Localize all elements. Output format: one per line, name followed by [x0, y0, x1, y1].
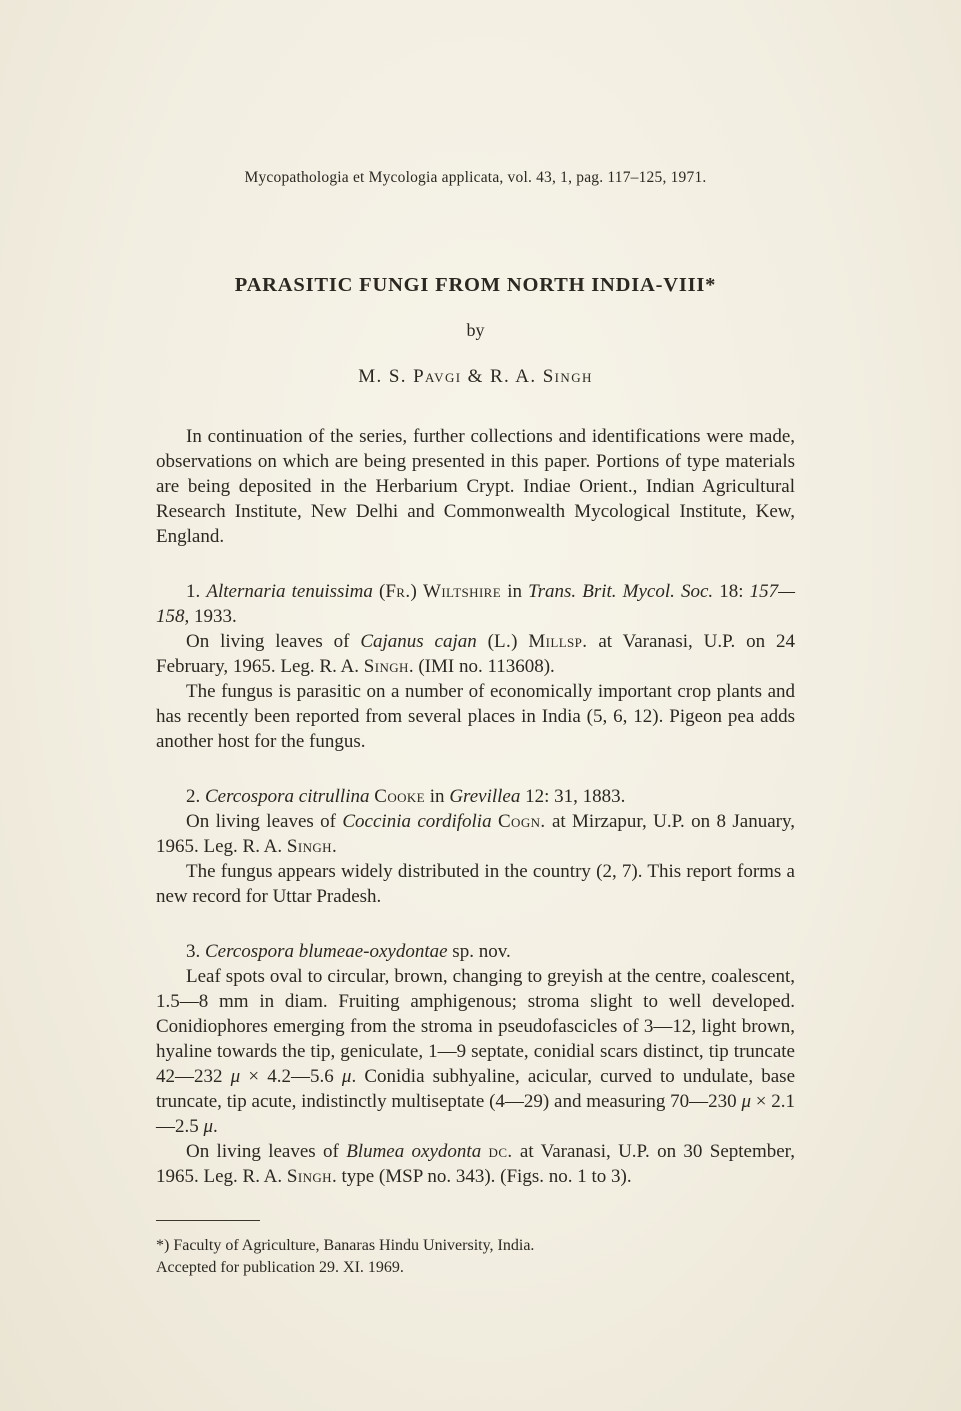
section-1-heading: 1. Alternaria tenuissima (Fr.) Wiltshire in Trans. Brit. Mycol. Soc. 18: 157—158, 1933. [156, 581, 796, 627]
footnote-rule [156, 1220, 260, 1221]
authors: M. S. Pavgi & R. A. Singh [358, 366, 593, 387]
section-2-collection: On living leaves of Coccinia cordifolia Cogn. at Mirzapur, U.P. on 8 January, 1965. Leg. R. A. Singh. [156, 811, 796, 857]
section-2-note: The fungus appears widely distributed in the country (2, 7). This report forms a new record for Uttar Pradesh. [156, 861, 795, 907]
section-3 [156, 939, 795, 1189]
journal-header: Mycopathologia et Mycologia applicata, vol. 43, 1, pag. 117–125, 1971. [244, 169, 707, 186]
section-2-heading: 2. Cercospora citrullina Cooke in Grevillea 12: 31, 1883. [186, 786, 626, 807]
intro-paragraph: In continuation of the series, further collections and identifications were made, observations on which are being presented in this paper. Portions of type materials are being deposited in the Herbarium Crypt. Indiae Orient., Indian Agricultural Research Institute, New Delhi and Commonwealth Mycological Institute, Kew, England. [156, 426, 795, 547]
footnote-line-2: Accepted for publication 29. XI. 1969. [156, 1259, 404, 1276]
section-2 [156, 784, 795, 909]
section-1 [156, 579, 795, 754]
section-3-description: Leaf spots oval to circular, brown, changing to greyish at the centre, coalescent, 1.5—8 mm in diam. Fruiting amphigenous; stroma slight to well developed. Conidiophores emerging from the stroma in pseudofascicles of 3—12, light brown, hyaline towards the tip, geniculate, 1—9 septate, conidial scars distinct, tip truncate 42—232 μ × 4.2—5.6 μ. Conidia subhyaline, acicular, curved to undulate, base truncate, tip acute, indistinctly multiseptate (4—29) and measuring 70—230 μ × 2.1—2.5 μ. [156, 966, 796, 1137]
section-1-collection: On living leaves of Cajanus cajan (L.) Millsp. at Varanasi, U.P. on 24 February, 1965. Leg. R. A. Singh. (IMI no. 113608). [156, 631, 796, 677]
footnote [156, 1220, 795, 1279]
footnote-line-1: *) Faculty of Agriculture, Banaras Hindu University, India. [156, 1237, 535, 1254]
byline: by [466, 320, 485, 340]
paper-title: PARASITIC FUNGI FROM NORTH INDIA-VIII* [234, 274, 717, 296]
section-3-collection: On living leaves of Blumea oxydonta dc. at Varanasi, U.P. on 30 September, 1965. Leg. R. A. Singh. type (MSP no. 343). (Figs. no. 1 to 3). [156, 1141, 796, 1187]
section-3-heading: 3. Cercospora blumeae-oxydontae sp. nov. [186, 941, 511, 962]
section-1-note: The fungus is parasitic on a number of economically important crop plants and has recently been reported from several places in India (5, 6, 12). Pigeon pea adds another host for the fungus. [156, 681, 795, 752]
